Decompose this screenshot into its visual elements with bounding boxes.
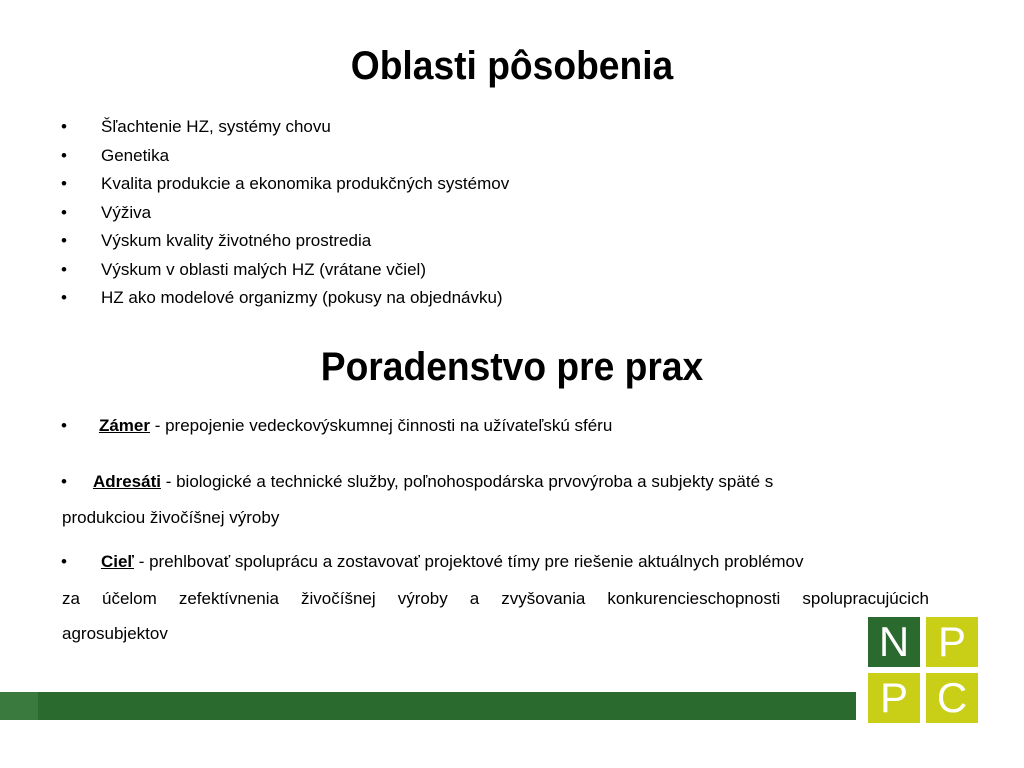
bullet-icon: • <box>61 231 67 250</box>
ciel-text: - prehlbovať spoluprácu a zostavovať projektové tímy pre riešenie aktuálnych problémov <box>133 552 804 571</box>
bullet-icon: • <box>61 202 67 222</box>
adresati-line2: produkciou živočíšnej výroby <box>62 508 280 527</box>
list-item-text: Kvalita produkcie a ekonomika produkčných systémov <box>101 174 510 193</box>
adresati-paragraph <box>61 472 773 492</box>
section-title-poradenstvo: Poradenstvo pre prax <box>320 345 704 389</box>
list-item-text: Výživa <box>101 202 152 222</box>
bullet-icon: • <box>61 416 67 435</box>
logo-cell-n: N <box>868 617 920 667</box>
footer-bar-accent <box>0 692 38 720</box>
footer-bar <box>0 692 856 720</box>
logo-cell-c: C <box>926 673 978 723</box>
zamer-paragraph <box>61 416 612 436</box>
bullet-icon: • <box>61 472 67 491</box>
nppc-logo <box>868 617 981 723</box>
list-item-text: Šľachtenie HZ, systémy chovu <box>101 117 331 136</box>
adresati-text: - biologické a technické služby, poľnohospodárska prvovýroba a subjekty späté s <box>160 472 774 491</box>
zamer-text: - prepojenie vedeckovýskumnej činnosti na užívateľskú sféru <box>149 416 613 435</box>
bullet-icon: • <box>61 288 67 307</box>
bullet-icon: • <box>61 552 67 571</box>
bullet-icon: • <box>61 259 67 279</box>
list-item-text: Výskum kvality životného prostredia <box>101 231 372 250</box>
list-item-text: HZ ako modelové organizmy (pokusy na objednávku) <box>101 288 503 307</box>
adresati-label: Adresáti <box>92 472 161 491</box>
ciel-label: Cieľ <box>100 552 134 571</box>
logo-cell-p1: P <box>926 617 978 667</box>
list-item-text: Výskum v oblasti malých HZ (vrátane včiel) <box>101 259 426 279</box>
logo-cell-p2: P <box>868 673 920 723</box>
bullet-icon: • <box>61 117 67 136</box>
ciel-line3: agrosubjektov <box>62 624 168 643</box>
list-item-text: Genetika <box>101 145 170 165</box>
ciel-line2: za účelom zefektívnenia živočíšnej výroby a zvyšovania konkurencieschopnosti spolupracujúcich <box>62 589 929 608</box>
ciel-paragraph <box>61 552 803 572</box>
zamer-label: Zámer <box>98 416 150 435</box>
bullet-icon: • <box>61 145 67 165</box>
section-title-oblasti: Oblasti pôsobenia <box>350 44 674 88</box>
bullet-icon: • <box>61 174 67 193</box>
